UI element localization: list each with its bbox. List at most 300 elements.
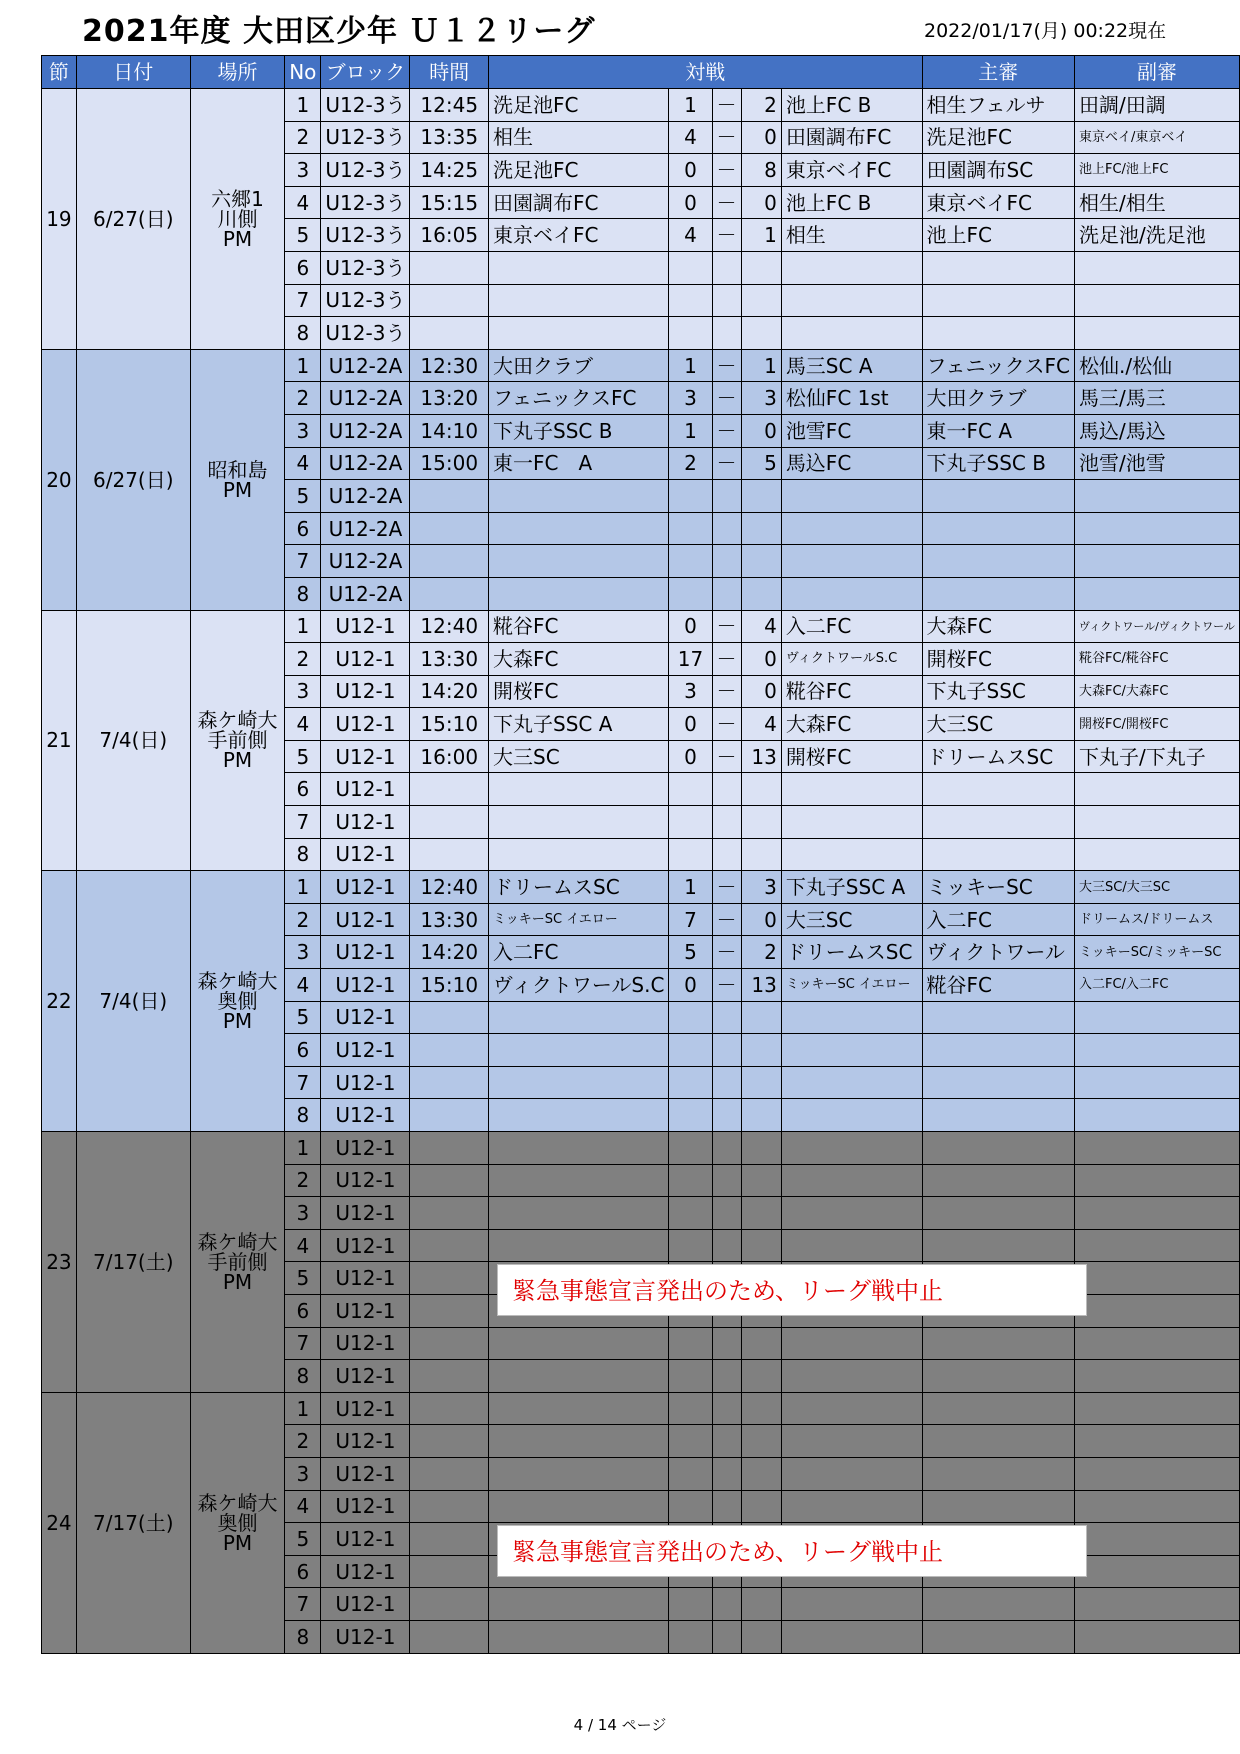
assistant-referee-cell	[1074, 480, 1239, 513]
away-team-cell: 池上FC B	[781, 89, 922, 122]
away-score-cell	[741, 1620, 781, 1653]
setsu-cell: 23	[42, 1132, 77, 1393]
away-score-cell: 0	[741, 414, 781, 447]
header-block: ブロック	[321, 56, 410, 89]
no-cell: 7	[285, 1066, 321, 1099]
time-cell	[410, 577, 489, 610]
away-team-cell: 東京ベイFC	[781, 154, 922, 187]
score-dash-cell: －	[712, 675, 741, 708]
referee-cell: 洗足池FC	[922, 121, 1074, 154]
time-cell: 13:30	[410, 903, 489, 936]
no-cell: 2	[285, 903, 321, 936]
no-cell: 4	[285, 1229, 321, 1262]
setsu-cell: 19	[42, 89, 77, 350]
score-dash-cell: －	[712, 219, 741, 252]
score-dash-cell	[712, 1392, 741, 1425]
away-score-cell: 13	[741, 969, 781, 1002]
assistant-referee-cell	[1074, 806, 1239, 839]
referee-cell: 田園調布SC	[922, 154, 1074, 187]
assistant-referee-cell: ミッキーSC/ミッキーSC	[1074, 936, 1239, 969]
cancellation-notice: 緊急事態宣言発出のため、リーグ戦中止	[497, 1525, 1087, 1577]
score-dash-cell	[712, 1588, 741, 1621]
home-team-cell	[489, 480, 669, 513]
home-score-cell	[669, 251, 712, 284]
block-cell: U12-1	[321, 1392, 410, 1425]
referee-cell: 大田クラブ	[922, 382, 1074, 415]
time-cell	[410, 1262, 489, 1295]
away-score-cell	[741, 512, 781, 545]
time-cell	[410, 1294, 489, 1327]
block-cell: U12-1	[321, 643, 410, 676]
away-team-cell: 池上FC B	[781, 186, 922, 219]
time-cell	[410, 1360, 489, 1393]
home-score-cell: 2	[669, 447, 712, 480]
block-cell: U12-1	[321, 1229, 410, 1262]
away-score-cell	[741, 1034, 781, 1067]
home-team-cell	[489, 838, 669, 871]
no-cell: 5	[285, 1262, 321, 1295]
referee-cell: 相生フェルサ	[922, 89, 1074, 122]
assistant-referee-cell: 相生/相生	[1074, 186, 1239, 219]
away-team-cell	[781, 1457, 922, 1490]
referee-cell: 東京ベイFC	[922, 186, 1074, 219]
away-score-cell	[741, 1001, 781, 1034]
time-cell: 15:10	[410, 969, 489, 1002]
referee-cell: 下丸子SSC B	[922, 447, 1074, 480]
score-dash-cell: －	[712, 382, 741, 415]
score-dash-cell: －	[712, 708, 741, 741]
assistant-referee-cell	[1074, 1588, 1239, 1621]
away-score-cell	[741, 1229, 781, 1262]
block-cell: U12-1	[321, 1588, 410, 1621]
no-cell: 3	[285, 414, 321, 447]
referee-cell: ドリームスSC	[922, 740, 1074, 773]
home-team-cell: ヴィクトワールS.C	[489, 969, 669, 1002]
assistant-referee-cell	[1074, 284, 1239, 317]
assistant-referee-cell	[1074, 838, 1239, 871]
score-dash-cell	[712, 1457, 741, 1490]
away-team-cell: 相生	[781, 219, 922, 252]
no-cell: 1	[285, 1132, 321, 1165]
time-cell: 13:20	[410, 382, 489, 415]
away-team-cell	[781, 1392, 922, 1425]
away-team-cell: 池雪FC	[781, 414, 922, 447]
time-cell	[410, 1457, 489, 1490]
away-score-cell	[741, 1425, 781, 1458]
score-dash-cell	[712, 1229, 741, 1262]
table-row	[42, 349, 1240, 382]
time-cell: 14:20	[410, 675, 489, 708]
home-team-cell	[489, 1457, 669, 1490]
date-cell: 6/27(日)	[76, 89, 190, 350]
assistant-referee-cell	[1074, 545, 1239, 578]
no-cell: 4	[285, 447, 321, 480]
block-cell: U12-1	[321, 903, 410, 936]
time-cell	[410, 1034, 489, 1067]
score-dash-cell	[712, 577, 741, 610]
no-cell: 2	[285, 643, 321, 676]
block-cell: U12-3う	[321, 154, 410, 187]
block-cell: U12-1	[321, 1099, 410, 1132]
header-place: 場所	[190, 56, 284, 89]
home-team-cell: 田園調布FC	[489, 186, 669, 219]
time-cell: 13:30	[410, 643, 489, 676]
referee-cell	[922, 545, 1074, 578]
assistant-referee-cell: 大森FC/大森FC	[1074, 675, 1239, 708]
home-score-cell: 5	[669, 936, 712, 969]
away-score-cell	[741, 1132, 781, 1165]
away-score-cell	[741, 577, 781, 610]
time-cell	[410, 1229, 489, 1262]
time-cell	[410, 838, 489, 871]
assistant-referee-cell	[1074, 1164, 1239, 1197]
no-cell: 6	[285, 1034, 321, 1067]
score-dash-cell	[712, 1490, 741, 1523]
home-team-cell: 開桜FC	[489, 675, 669, 708]
away-team-cell	[781, 1229, 922, 1262]
no-cell: 3	[285, 936, 321, 969]
score-dash-cell	[712, 284, 741, 317]
home-score-cell	[669, 1164, 712, 1197]
no-cell: 6	[285, 512, 321, 545]
away-score-cell	[741, 284, 781, 317]
block-cell: U12-1	[321, 1620, 410, 1653]
referee-cell	[922, 1132, 1074, 1165]
home-team-cell	[489, 1490, 669, 1523]
away-score-cell: 0	[741, 186, 781, 219]
home-score-cell: 1	[669, 89, 712, 122]
assistant-referee-cell	[1074, 1066, 1239, 1099]
home-team-cell: ミッキーSC イエロー	[489, 903, 669, 936]
block-cell: U12-1	[321, 708, 410, 741]
home-team-cell	[489, 1001, 669, 1034]
score-dash-cell	[712, 512, 741, 545]
away-score-cell: 1	[741, 219, 781, 252]
block-cell: U12-2A	[321, 512, 410, 545]
away-score-cell	[741, 1099, 781, 1132]
home-score-cell: 4	[669, 219, 712, 252]
home-score-cell: 0	[669, 740, 712, 773]
home-score-cell: 4	[669, 121, 712, 154]
assistant-referee-cell	[1074, 1327, 1239, 1360]
referee-cell	[922, 1588, 1074, 1621]
time-cell	[410, 284, 489, 317]
assistant-referee-cell: 東京ベイ/東京ベイ	[1074, 121, 1239, 154]
home-team-cell	[489, 284, 669, 317]
place-cell: 森ケ崎大 手前側 PM	[190, 1132, 284, 1393]
home-team-cell	[489, 1066, 669, 1099]
no-cell: 4	[285, 186, 321, 219]
away-team-cell: ミッキーSC イエロー	[781, 969, 922, 1002]
time-cell	[410, 251, 489, 284]
assistant-referee-cell	[1074, 1197, 1239, 1230]
away-team-cell: 下丸子SSC A	[781, 871, 922, 904]
home-score-cell	[669, 545, 712, 578]
time-cell	[410, 1425, 489, 1458]
block-cell: U12-1	[321, 1164, 410, 1197]
score-dash-cell	[712, 1197, 741, 1230]
referee-cell: フェニックスFC	[922, 349, 1074, 382]
away-score-cell	[741, 1457, 781, 1490]
referee-cell	[922, 1490, 1074, 1523]
no-cell: 7	[285, 1327, 321, 1360]
assistant-referee-cell	[1074, 577, 1239, 610]
home-score-cell	[669, 512, 712, 545]
assistant-referee-cell: 馬込/馬込	[1074, 414, 1239, 447]
table-row	[42, 89, 1240, 122]
time-cell: 14:10	[410, 414, 489, 447]
assistant-referee-cell: ヴィクトワール/ヴィクトワール	[1074, 610, 1239, 643]
time-cell	[410, 317, 489, 350]
home-score-cell	[669, 1588, 712, 1621]
score-dash-cell: －	[712, 871, 741, 904]
referee-cell	[922, 251, 1074, 284]
away-team-cell	[781, 838, 922, 871]
place-cell: 森ケ崎大 手前側 PM	[190, 610, 284, 871]
home-score-cell	[669, 1034, 712, 1067]
assistant-referee-cell	[1074, 1034, 1239, 1067]
header-match: 対戦	[489, 56, 923, 89]
away-score-cell: 0	[741, 675, 781, 708]
referee-cell	[922, 512, 1074, 545]
block-cell: U12-1	[321, 675, 410, 708]
away-team-cell: ドリームスSC	[781, 936, 922, 969]
home-team-cell	[489, 1132, 669, 1165]
away-score-cell: 2	[741, 936, 781, 969]
time-cell	[410, 1392, 489, 1425]
away-score-cell: 0	[741, 121, 781, 154]
referee-cell: 大三SC	[922, 708, 1074, 741]
no-cell: 2	[285, 1425, 321, 1458]
referee-cell	[922, 1066, 1074, 1099]
block-cell: U12-2A	[321, 414, 410, 447]
away-team-cell: 大三SC	[781, 903, 922, 936]
setsu-cell: 22	[42, 871, 77, 1132]
home-team-cell	[489, 1620, 669, 1653]
away-team-cell	[781, 545, 922, 578]
referee-cell: ミッキーSC	[922, 871, 1074, 904]
away-team-cell	[781, 806, 922, 839]
time-cell	[410, 806, 489, 839]
score-dash-cell	[712, 1620, 741, 1653]
home-score-cell	[669, 1360, 712, 1393]
referee-cell	[922, 1327, 1074, 1360]
away-score-cell	[741, 838, 781, 871]
score-dash-cell	[712, 806, 741, 839]
home-score-cell: 0	[669, 154, 712, 187]
away-team-cell: 入二FC	[781, 610, 922, 643]
score-dash-cell: －	[712, 89, 741, 122]
assistant-referee-cell	[1074, 1262, 1239, 1295]
away-score-cell: 4	[741, 708, 781, 741]
away-team-cell: ヴィクトワールS.C	[781, 643, 922, 676]
score-dash-cell	[712, 1164, 741, 1197]
away-team-cell	[781, 773, 922, 806]
away-score-cell: 2	[741, 89, 781, 122]
header-assistant: 副審	[1074, 56, 1239, 89]
home-score-cell	[669, 1197, 712, 1230]
referee-cell	[922, 480, 1074, 513]
no-cell: 2	[285, 1164, 321, 1197]
away-team-cell: 大森FC	[781, 708, 922, 741]
table-row	[42, 610, 1240, 643]
referee-cell	[922, 1457, 1074, 1490]
time-cell	[410, 1620, 489, 1653]
block-cell: U12-1	[321, 773, 410, 806]
no-cell: 8	[285, 1099, 321, 1132]
block-cell: U12-3う	[321, 186, 410, 219]
home-score-cell	[669, 1490, 712, 1523]
no-cell: 4	[285, 708, 321, 741]
home-score-cell: 0	[669, 708, 712, 741]
away-score-cell	[741, 545, 781, 578]
score-dash-cell	[712, 1132, 741, 1165]
no-cell: 1	[285, 89, 321, 122]
home-score-cell: 0	[669, 186, 712, 219]
no-cell: 5	[285, 740, 321, 773]
block-cell: U12-2A	[321, 349, 410, 382]
home-team-cell: 入二FC	[489, 936, 669, 969]
referee-cell	[922, 1099, 1074, 1132]
header-time: 時間	[410, 56, 489, 89]
time-cell	[410, 1099, 489, 1132]
away-team-cell: 馬三SC A	[781, 349, 922, 382]
assistant-referee-cell: 開桜FC/開桜FC	[1074, 708, 1239, 741]
away-team-cell: 田園調布FC	[781, 121, 922, 154]
assistant-referee-cell	[1074, 1425, 1239, 1458]
home-score-cell	[669, 806, 712, 839]
assistant-referee-cell	[1074, 1099, 1239, 1132]
no-cell: 1	[285, 349, 321, 382]
score-dash-cell	[712, 1099, 741, 1132]
home-team-cell	[489, 1099, 669, 1132]
away-team-cell: 糀谷FC	[781, 675, 922, 708]
home-team-cell	[489, 1360, 669, 1393]
block-cell: U12-3う	[321, 251, 410, 284]
score-dash-cell	[712, 1425, 741, 1458]
score-dash-cell	[712, 838, 741, 871]
home-team-cell	[489, 577, 669, 610]
away-team-cell	[781, 1197, 922, 1230]
no-cell: 4	[285, 969, 321, 1002]
assistant-referee-cell	[1074, 773, 1239, 806]
block-cell: U12-1	[321, 1262, 410, 1295]
score-dash-cell	[712, 545, 741, 578]
assistant-referee-cell	[1074, 251, 1239, 284]
assistant-referee-cell: 入二FC/入二FC	[1074, 969, 1239, 1002]
time-cell: 16:05	[410, 219, 489, 252]
date-cell: 7/4(日)	[76, 610, 190, 871]
home-team-cell: フェニックスFC	[489, 382, 669, 415]
assistant-referee-cell	[1074, 1457, 1239, 1490]
referee-cell	[922, 1164, 1074, 1197]
home-score-cell	[669, 284, 712, 317]
home-team-cell: 下丸子SSC B	[489, 414, 669, 447]
away-team-cell	[781, 251, 922, 284]
no-cell: 7	[285, 545, 321, 578]
no-cell: 3	[285, 1457, 321, 1490]
score-dash-cell: －	[712, 643, 741, 676]
home-score-cell	[669, 577, 712, 610]
header-no: No	[285, 56, 321, 89]
home-team-cell	[489, 512, 669, 545]
score-dash-cell	[712, 251, 741, 284]
referee-cell: ヴィクトワール	[922, 936, 1074, 969]
away-score-cell: 0	[741, 643, 781, 676]
away-score-cell: 8	[741, 154, 781, 187]
home-team-cell	[489, 1197, 669, 1230]
away-score-cell	[741, 806, 781, 839]
assistant-referee-cell	[1074, 1620, 1239, 1653]
time-cell	[410, 1001, 489, 1034]
time-cell: 16:00	[410, 740, 489, 773]
away-team-cell	[781, 1490, 922, 1523]
no-cell: 8	[285, 1360, 321, 1393]
home-team-cell: 大森FC	[489, 643, 669, 676]
away-score-cell: 3	[741, 871, 781, 904]
away-team-cell	[781, 1066, 922, 1099]
score-dash-cell: －	[712, 447, 741, 480]
score-dash-cell: －	[712, 154, 741, 187]
assistant-referee-cell	[1074, 1523, 1239, 1556]
away-score-cell	[741, 1164, 781, 1197]
away-team-cell	[781, 1327, 922, 1360]
away-score-cell: 1	[741, 349, 781, 382]
block-cell: U12-1	[321, 1034, 410, 1067]
away-score-cell: 3	[741, 382, 781, 415]
home-score-cell	[669, 480, 712, 513]
away-score-cell: 13	[741, 740, 781, 773]
assistant-referee-cell: 大三SC/大三SC	[1074, 871, 1239, 904]
home-team-cell	[489, 773, 669, 806]
score-dash-cell: －	[712, 349, 741, 382]
home-score-cell	[669, 1066, 712, 1099]
away-team-cell	[781, 480, 922, 513]
block-cell: U12-3う	[321, 89, 410, 122]
referee-cell: 東一FC A	[922, 414, 1074, 447]
referee-cell	[922, 317, 1074, 350]
schedule-table	[41, 55, 1240, 1654]
score-dash-cell: －	[712, 121, 741, 154]
no-cell: 6	[285, 773, 321, 806]
assistant-referee-cell	[1074, 1001, 1239, 1034]
referee-cell	[922, 838, 1074, 871]
away-score-cell	[741, 1588, 781, 1621]
block-cell: U12-2A	[321, 577, 410, 610]
home-team-cell: 洗足池FC	[489, 154, 669, 187]
away-team-cell: 馬込FC	[781, 447, 922, 480]
home-team-cell: 糀谷FC	[489, 610, 669, 643]
assistant-referee-cell: ドリームス/ドリームス	[1074, 903, 1239, 936]
away-team-cell	[781, 1034, 922, 1067]
time-cell	[410, 1490, 489, 1523]
block-cell: U12-1	[321, 1523, 410, 1556]
block-cell: U12-1	[321, 1327, 410, 1360]
assistant-referee-cell: 下丸子/下丸子	[1074, 740, 1239, 773]
block-cell: U12-3う	[321, 284, 410, 317]
home-score-cell	[669, 1457, 712, 1490]
home-team-cell	[489, 1229, 669, 1262]
time-cell	[410, 545, 489, 578]
date-cell: 7/17(土)	[76, 1132, 190, 1393]
home-team-cell	[489, 1425, 669, 1458]
referee-cell: 大森FC	[922, 610, 1074, 643]
time-cell	[410, 1327, 489, 1360]
home-team-cell: 大三SC	[489, 740, 669, 773]
away-team-cell	[781, 1425, 922, 1458]
home-score-cell	[669, 1229, 712, 1262]
home-team-cell	[489, 251, 669, 284]
